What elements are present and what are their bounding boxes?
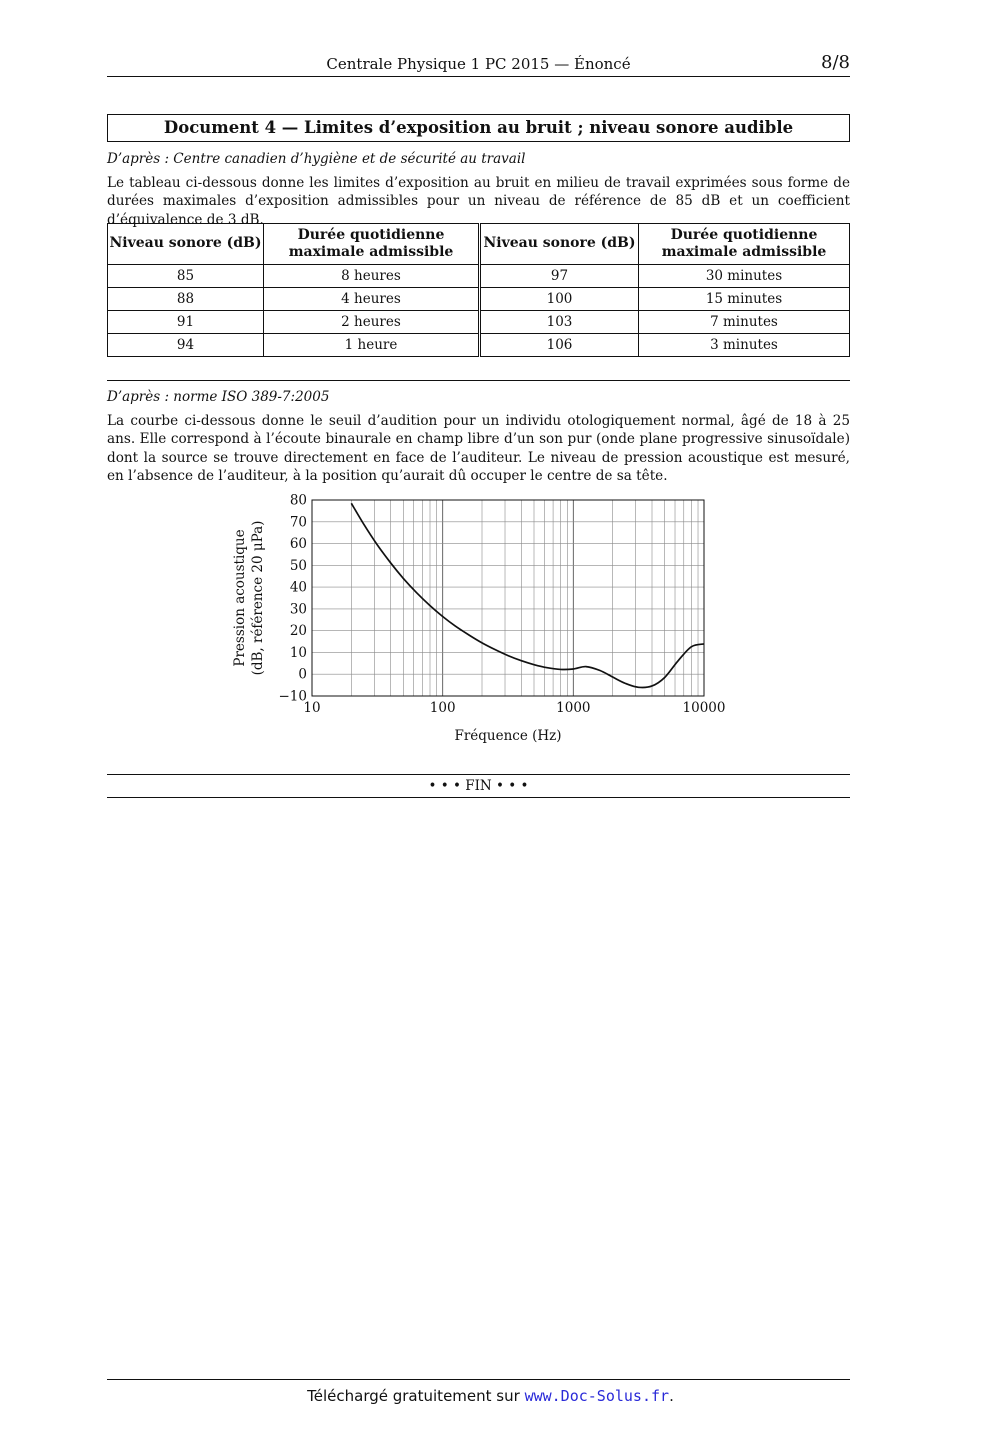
threshold-curve (351, 503, 704, 687)
table-cell: 15 minutes (639, 288, 850, 311)
footer-text: Téléchargé gratuitement sur (307, 1387, 520, 1405)
x-tick-label: 100 (429, 700, 456, 716)
y-tick-label: 20 (289, 623, 307, 640)
y-tick-label: −10 (278, 688, 307, 705)
table-cell: 4 heures (264, 288, 480, 311)
x-axis-label: Fréquence (Hz) (454, 728, 562, 744)
table-cell: 2 heures (264, 311, 480, 334)
column-header-duration-2: Durée quotidienne maximale admissible (639, 224, 850, 265)
page-number: 8/8 (821, 52, 850, 73)
table-cell: 3 minutes (639, 334, 850, 357)
paragraph-1: Le tableau ci-dessous donne les limites d’exposition au bruit en milieu de travail exprimées sous forme de durées maximales d’exposition admissibles pour un niveau de référence de 85 dB et un coefficient d’équivalence de 3 dB. (107, 175, 850, 228)
table-cell: 106 (480, 334, 639, 357)
footer-rule (107, 1379, 850, 1380)
table-cell: 94 (108, 334, 264, 357)
column-header-level-2: Niveau sonore (dB) (480, 224, 639, 265)
table-row (108, 265, 850, 288)
table-cell: 100 (480, 288, 639, 311)
table-cell: 1 heure (264, 334, 480, 357)
y-tick-label: 80 (289, 492, 307, 509)
y-axis-label (232, 521, 266, 676)
table-row (108, 288, 850, 311)
table-header-row (108, 224, 850, 265)
y-tick-label: 40 (289, 579, 307, 596)
plot-frame (312, 500, 704, 696)
table-row (108, 334, 850, 357)
column-header-level-1: Niveau sonore (dB) (108, 224, 264, 265)
x-tick-label: 10000 (682, 700, 726, 716)
y-tick-label: 10 (289, 644, 307, 661)
table-cell: 7 minutes (639, 311, 850, 334)
y-tick-label: 50 (289, 557, 307, 574)
document-title: Document 4 — Limites d’exposition au bruit ; niveau sonore audible (107, 114, 850, 142)
page-header (107, 52, 850, 77)
y-tick-label: 0 (298, 666, 307, 683)
header-title: Centrale Physique 1 PC 2015 — Énoncé (326, 55, 631, 73)
footer-suffix: . (669, 1387, 674, 1405)
paragraph-2: La courbe ci-dessous donne le seuil d’audition pour un individu otologiquement normal, âgé de 18 à 25 ans. Elle correspond à l’écoute binaurale en champ libre d’un son pur (onde plane progressive sinusoïdale) dont la source se trouve directement en face de l’auditeur. Le niveau de pression acoustique est mesuré, en l’absence de l’auditeur, à la position qu’aurait dû occuper le centre de sa tête. (107, 413, 850, 484)
section-divider (107, 380, 850, 381)
table-cell: 103 (480, 311, 639, 334)
y-tick-label: 70 (289, 514, 307, 531)
y-tick-label: 60 (289, 536, 307, 553)
hearing-threshold-chart (225, 490, 735, 750)
y-axis-label-line-2: (dB, référence 20 μPa) (250, 520, 266, 676)
table-cell: 97 (480, 265, 639, 288)
exposure-limits-table (107, 223, 850, 357)
table-cell: 8 heures (264, 265, 480, 288)
page-footer (0, 1387, 981, 1405)
table-cell: 30 minutes (639, 265, 850, 288)
source-citation-1: D’après : Centre canadien d’hygiène et de sécurité au travail (107, 151, 526, 167)
table-cell: 91 (108, 311, 264, 334)
footer-link[interactable]: www.Doc-Solus.fr (524, 1387, 670, 1405)
source-citation-2: D’après : norme ISO 389-7:2005 (107, 389, 330, 405)
table-cell: 85 (108, 265, 264, 288)
chart-svg (225, 490, 735, 750)
x-tick-label: 10 (303, 700, 321, 716)
chart-grid (312, 500, 704, 696)
y-axis-label-line-1: Pression acoustique (232, 529, 248, 667)
table-row (108, 311, 850, 334)
y-tick-label: 30 (289, 601, 307, 618)
end-marker: • • • FIN • • • (107, 774, 850, 798)
column-header-duration-1: Durée quotidienne maximale admissible (264, 224, 480, 265)
table-cell: 88 (108, 288, 264, 311)
x-tick-label: 1000 (556, 700, 591, 716)
